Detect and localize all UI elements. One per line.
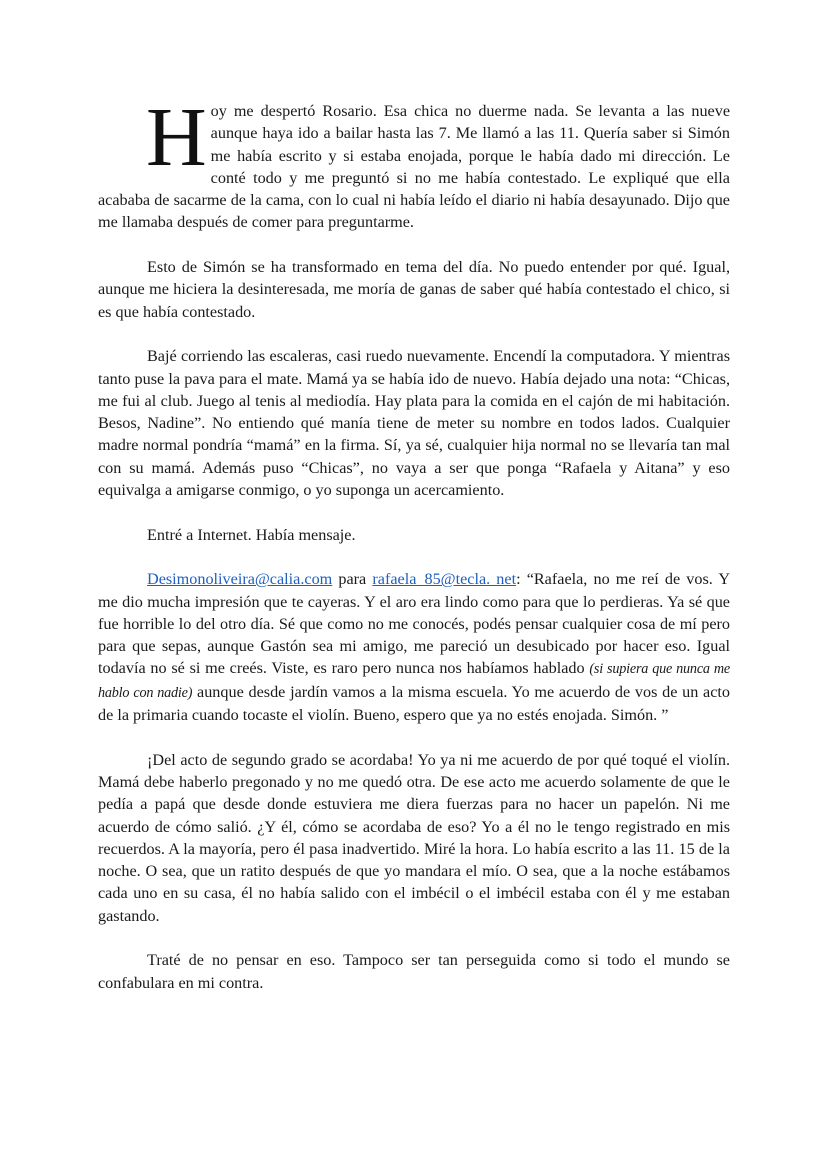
paragraph-1 (98, 91, 730, 234)
paragraph-3 (98, 345, 730, 501)
recipient-email-link[interactable]: rafaela_85@tecla. net (372, 570, 517, 589)
document-page (98, 91, 731, 1016)
italic-aside: (si supiera que nunca me hablo con nadie) (98, 661, 731, 701)
paragraph-5-email (98, 568, 730, 726)
paragraph-text: ¡Del acto de segundo grado se acordaba! Yo ya ni me acuerdo de por qué toqué el violín. Mamá debe haberlo pregonado y no me quedó otra. De ese acto me acuerdo solamente de que le pedía a papá que desde donde estuviera me diera fuerzas para no hacer un papelón. Ni me acuerdo de cómo salió. ¿Y él, cómo se acordaba de eso? Yo a él no le tengo registrado en mis recuerdos. A la mayoría, pero él pasa inadvertido. Miré la hora. Lo había escrito a las 11. 15 de la noche. O sea, que un ratito después de que yo mandara el mío. O sea, que a la noche estábamos cada uno en su casa, él no había salido con el imbécil o el imbécil estaba con él y me estaban gastando. (98, 750, 730, 925)
email-body-text: : “Rafaela, no me reí de vos. Y me dio mucha impresión que te cayeras. Y el aro era lindo como para que lo perdieras. Ya sé que fue horrible lo del otro día. Sé que como no me conocés, podés pensar cualquier cosa de mí pero para que sepas, aunque Gastón sea mi amigo, me pareció un desubicado por hacer eso. Igual todavía no sé si me creés. Viste, es raro pero nunca nos habíamos hablado (98, 570, 731, 678)
paragraph-2 (98, 256, 730, 323)
paragraph-text: Esto de Simón se ha transformado en tema del día. No puedo entender por qué. Igual, aunque me hiciera la desinteresada, me moría de ganas de saber qué había contestado el chico, si es que había contestado. (98, 258, 730, 321)
email-body-text-end: aunque desde jardín vamos a la misma escuela. Yo me acuerdo de vos de un acto de la primaria cuando tocaste el violín. Bueno, espero que ya no estés enojada. Simón. ” (98, 682, 730, 725)
paragraph-6 (98, 749, 730, 927)
paragraph-4 (98, 524, 730, 546)
connector-text: para (332, 570, 373, 589)
paragraph-text: oy me despertó Rosario. Esa chica no duerme nada. Se levanta a las nueve aunque haya ido a bailar hasta las 7. Me llamó a las 11. Quería saber si Simón me había escrito y si estaba enojada, porque le había dado mi dirección. Le conté todo y me preguntó si no me había contestado. Le expliqué que ella acababa de sacarme de la cama, con lo cual ni había leído el diario ni había desayunado. Dijo que me llamaba después de comer para preguntarme. (98, 102, 730, 232)
paragraph-text: Entré a Internet. Había mensaje. (147, 525, 356, 544)
paragraph-7 (98, 949, 730, 994)
drop-cap: H (146, 91, 207, 184)
paragraph-text: Bajé corriendo las escaleras, casi ruedo nuevamente. Encendí la computadora. Y mientras tanto puse la pava para el mate. Mamá ya se había ido de nuevo. Había dejado una nota: “Chicas, me fui al club. Juego al tenis al mediodía. Hay plata para la comida en el cajón de mi habitación. Besos, Nadine”. No entiendo qué manía tiene de meter su nombre en todos lados. Cualquier madre normal pondría “mamá” en la firma. Sí, ya sé, cualquier hija normal no se llevaría tan mal con su mamá. Además puso “Chicas”, no vaya a ser que ponga “Rafaela y Aitana” y eso equivalga a amigarse conmigo, o yo suponga un acercamiento. (98, 347, 730, 500)
sender-email-link[interactable]: Desimonoliveira@calia.com (147, 570, 333, 589)
paragraph-text: Traté de no pensar en eso. Tampoco ser tan perseguida como si todo el mundo se confabulara en mi contra. (98, 951, 730, 992)
